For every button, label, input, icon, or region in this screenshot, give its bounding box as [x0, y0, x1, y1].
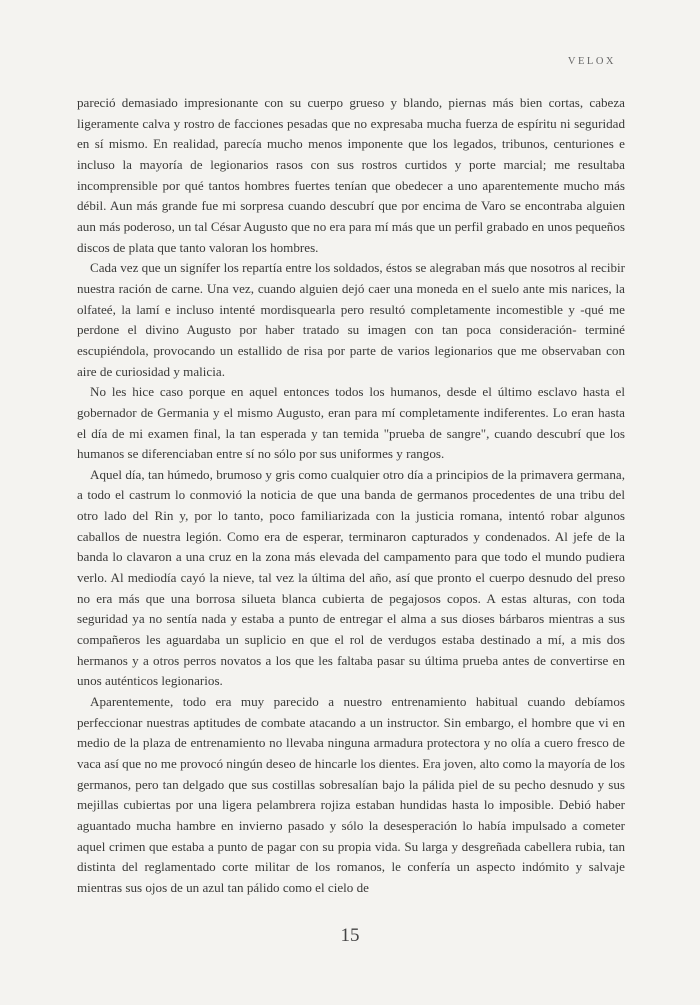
- paragraph: pareció demasiado impresionante con su cuerpo grueso y blando, piernas más bien cortas, cabeza ligeramente calva y rostro de facciones pesadas que no expresaba mucha fuerza de espíritu ni seguridad en sí mismo. En realidad, parecía mucho menos imponente que los legados, tribunos, centuriones e incluso la mayoría de legionarios rasos con sus rostros curtidos y porte marcial; me resultaba incomprensible por qué tantos hombres fuertes tenían que obedecer a uno aparentemente mucho más débil. Aun más grande fue mi sorpresa cuando descubrí que por encima de Varo se encontraba alguien aun más poderoso, un tal César Augusto que no era para mí más que un perfil grabado en unos pequeños discos de plata que tanto valoran los hombres.: [77, 95, 625, 255]
- running-header: VELOX: [567, 56, 616, 67]
- paragraph: No les hice caso porque en aquel entonces todos los humanos, desde el último esclavo hasta el gobernador de Germania y el mismo Augusto, eran para mí completamente indiferentes. Lo eran hasta el día de mi examen final, la tan esperada y tan temida "prueba de sangre", cuando descubrí que los humanos se diferenciaban entre sí no sólo por sus uniformes y rangos.: [77, 384, 625, 462]
- page-number: 15: [340, 925, 360, 946]
- paragraph: Aparentemente, todo era muy parecido a nuestro entrenamiento habitual cuando debíamos perfeccionar nuestras aptitudes de combate atacando a un instructor. Sin embargo, el hombre que vi en medio de la plaza de entrenamiento no llevaba ninguna armadura protectora y no olía a cuero fresco de vaca así que no me provocó ningún deseo de hincarle los dientes. Era joven, alto como la mayoría de los germanos, pero tan delgado que sus costillas sobresalían bajo la pálida piel de su pecho desnudo y sus mejillas cubiertas por una ligera pelambrera rojiza estaban hundidas hasta lo imposible. Debió haber aguantado mucha hambre en invierno pasado y sólo la desesperación lo había impulsado a cometer aquel crimen que estaba a punto de pagar con su propia vida. Su larga y desgreñada cabellera rubia, tan distinta del reglamentado corte militar de los romanos, le confería un aspecto indómito y salvaje mientras sus ojos de un azul tan pálido como el cielo de: [77, 694, 625, 895]
- paragraph: Aquel día, tan húmedo, brumoso y gris como cualquier otro día a principios de la primavera germana, a todo el castrum lo conmovió la noticia de que una banda de germanos procedentes de una tribu del otro lado del Rin y, por lo tanto, poco familiarizada con la justicia romana, intentó robar algunos caballos de nuestra legión. Como era de esperar, terminaron capturados y condenados. Al jefe de la banda lo clavaron a una cruz en la zona más elevada del campamento para que todo el mundo pudiera verlo. Al mediodía cayó la nieve, tal vez la última del año, así que pronto el cuerpo desnudo del preso no era más que una borrosa silueta blanca cubierta de pegajosos copos. A estas alturas, con toda seguridad ya no sentía nada y estaba a punto de entregar el alma a sus dioses bárbaros mientras a sus compañeros les aguardaba un suplicio en que el rol de verdugos estaba destinado a mí, a mis dos hermanos y a otros perros novatos a los que les faltaba pasar su última prueba antes de convertirse en unos auténticos legionarios.: [77, 466, 625, 689]
- body-text: [77, 93, 625, 899]
- paragraph: Cada vez que un signífer los repartía entre los soldados, éstos se alegraban más que nosotros al recibir nuestra ración de carne. Una vez, cuando alguien dejó caer una moneda en el suelo ante mis narices, la olfateé, la lamí e incluso intenté mordisquearla pero resultó completamente incomestible y -qué me perdone el divino Augusto por haber tratado su imagen con tan poca consideración- terminé escupiéndola, provocando un estallido de risa por parte de varios legionarios que me observaban con aire de curiosidad y malicia.: [77, 260, 625, 379]
